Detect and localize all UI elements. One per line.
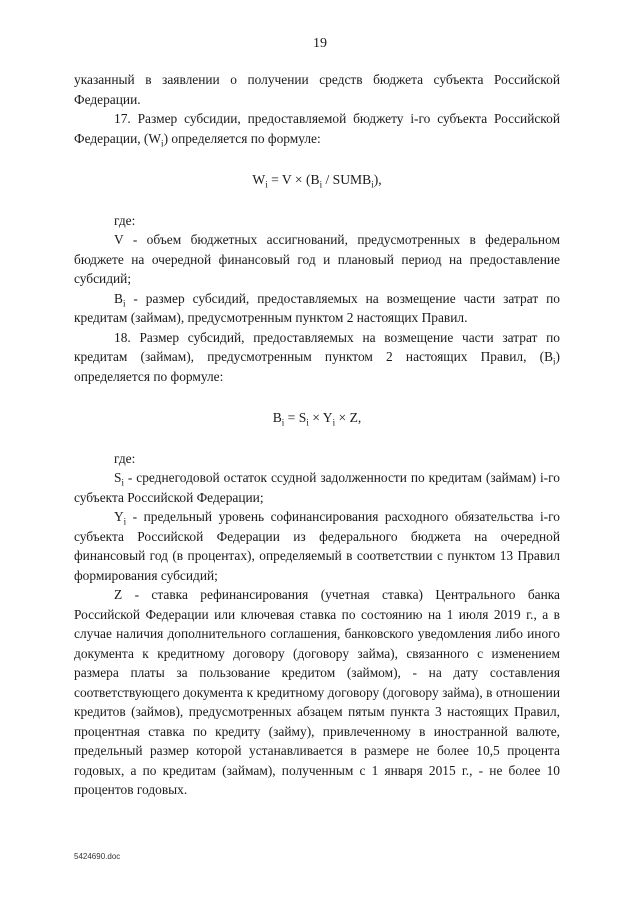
paragraph-17: 17. Размер субсидии, предоставляемой бюджету i-го субъекта Российской Федерации, $(W_i)$ определяется по формуле: [74,111,560,149]
definition-z: Z - ставка рефинансирования (учетная ставка) Центрального банка Российской Федерации или ключевая ставка по состоянию на 1 июля 2019 г., а в случае наличия дополнительного соглашения, банковского уведомления либо иного документа к кредитному договору (договору займа), связанного с изменением размера платы за пользование кредитом (займом), - на дату составления соответствующего документа к кредитному договору (договору займа), в отношении кредитов (займов), предусмотренных абзацем пятым пункта 3 настоящих Правил, процентная ставка по кредиту (займу), привлеченному в иностранной валюте, предельный размер которой устанавливается в размере не более 10,5 процента годовых, а по кредитам (займам), полученным с 1 января 2015 г., - не более 10 процентов годовых. [74,587,560,797]
definition-s: $S_i$ - среднегодовой остаток ссудной задолженности по кредитам (займам) i-го субъекта Российской Федерации; [74,470,560,505]
definition-b: $B_i$ - размер субсидий, предоставляемых на возмещение части затрат по кредитам (займам), предусмотренным пунктом 2 настоящих Правил. [74,290,560,325]
document-body [74,70,560,800]
where-label-2: где: [114,450,136,466]
page-number: 19 [313,36,327,51]
paragraph-18: 18. Размер субсидий, предоставляемых на возмещение части затрат по кредитам (займам), предусмотренным пунктом 2 настоящих Правил, $(B_i)$ определяется по формуле: [74,329,560,384]
where-label-1: где: [114,212,136,228]
formula-b: $B_i = S_i \times Y_i \times Z$, [272,410,362,428]
definition-y: $Y_i$ - предельный уровень софинансирования расходного обязательства i-го субъекта Российской Федерации из федерального бюджета на очередной финансовый год (в процентах), определяемый в соответствии с пунктом 13 Правил формирования субсидий; [74,509,560,583]
definition-v: V - объем бюджетных ассигнований, предусмотренных в федеральном бюджете на очередной финансовый год и плановый период на предоставление субсидий; [74,232,560,286]
paragraph-continuation: указанный в заявлении о получении средств бюджета субъекта Российской Федерации. [74,72,560,107]
formula-w: $W_i = V \times (B_i$ / $SUMB_i$), [252,172,382,190]
document-filename: 5424690.doc [74,852,121,861]
